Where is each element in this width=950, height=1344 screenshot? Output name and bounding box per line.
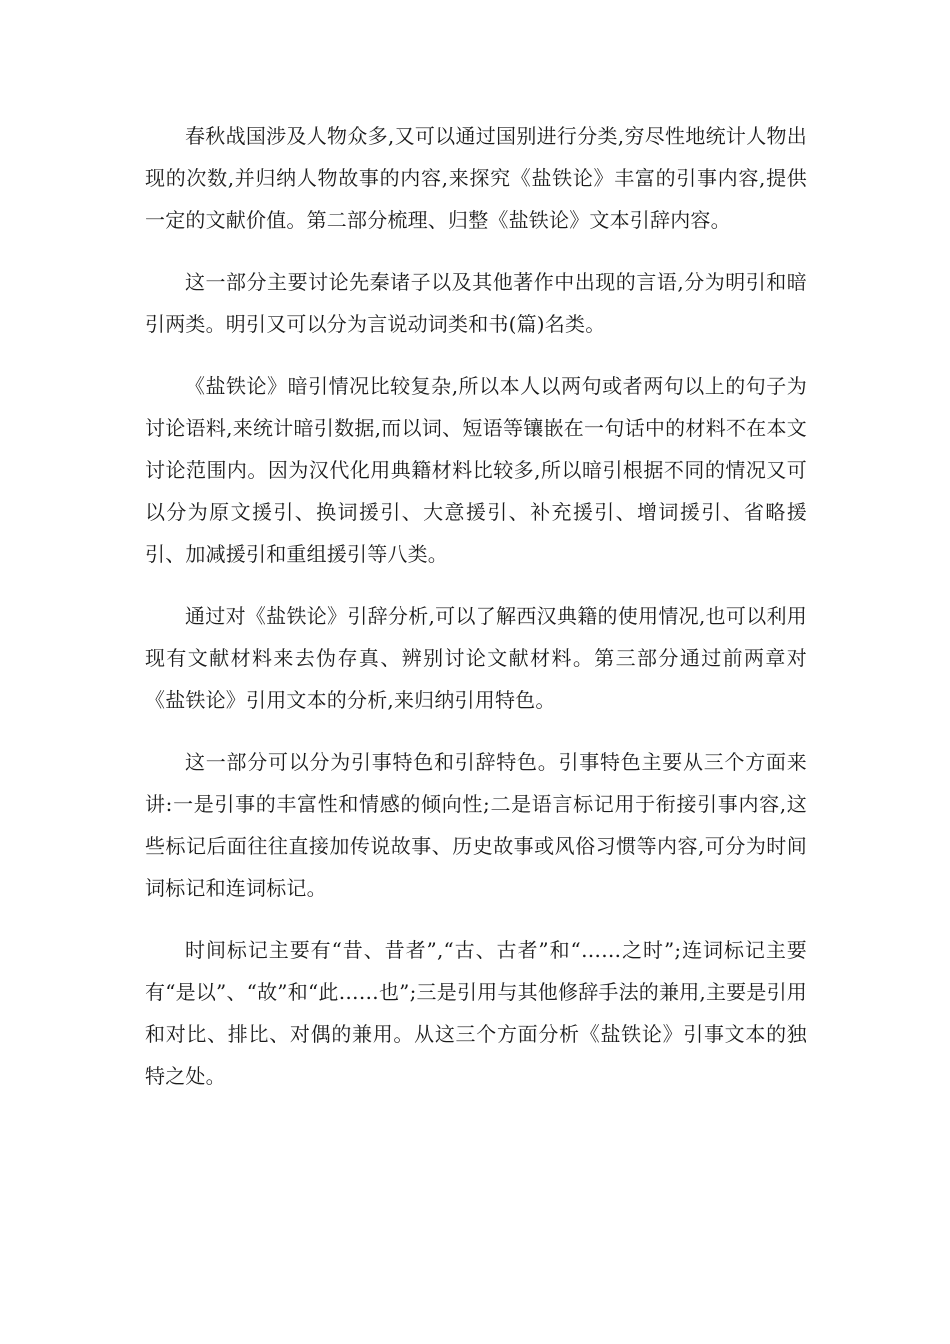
- paragraph-3: 《盐铁论》暗引情况比较复杂,所以本人以两句或者两句以上的句子为讨论语料,来统计暗引数据,而以词、短语等镶嵌在一句话中的材料不在本文讨论范围内。因为汉代化用典籍材料比较多,所以暗引根据不同的情况又可以分为原文援引、换词援引、大意援引、补充援引、增词援引、省略援引、加减援引和重组援引等八类。: [145, 374, 807, 566]
- paragraph-6: 时间标记主要有“昔、昔者”,“古、古者”和“……之时”;连词标记主要有“是以”、“故”和“此……也”;三是引用与其他修辞手法的兼用,主要是引用和对比、排比、对偶的兼用。从这三个方面分析《盐铁论》引事文本的独特之处。: [145, 938, 807, 1088]
- paragraph-2: 这一部分主要讨论先秦诸子以及其他著作中出现的言语,分为明引和暗引两类。明引又可以分为言说动词类和书(篇)名类。: [145, 270, 807, 336]
- paragraph-1: 春秋战国涉及人物众多,又可以通过国别进行分类,穷尽性地统计人物出现的次数,并归纳人物故事的内容,来探究《盐铁论》丰富的引事内容,提供一定的文献价值。第二部分梳理、归整《盐铁论》文本引辞内容。: [145, 124, 807, 232]
- document-body: [145, 115, 807, 1117]
- paragraph-5: 这一部分可以分为引事特色和引辞特色。引事特色主要从三个方面来讲:一是引事的丰富性和情感的倾向性;二是语言标记用于衔接引事内容,这些标记后面往往直接加传说故事、历史故事或风俗习惯等内容,可分为时间词标记和连词标记。: [145, 750, 807, 900]
- paragraph-4: 通过对《盐铁论》引辞分析,可以了解西汉典籍的使用情况,也可以利用现有文献材料来去伪存真、辨别讨论文献材料。第三部分通过前两章对《盐铁论》引用文本的分析,来归纳引用特色。: [145, 604, 807, 712]
